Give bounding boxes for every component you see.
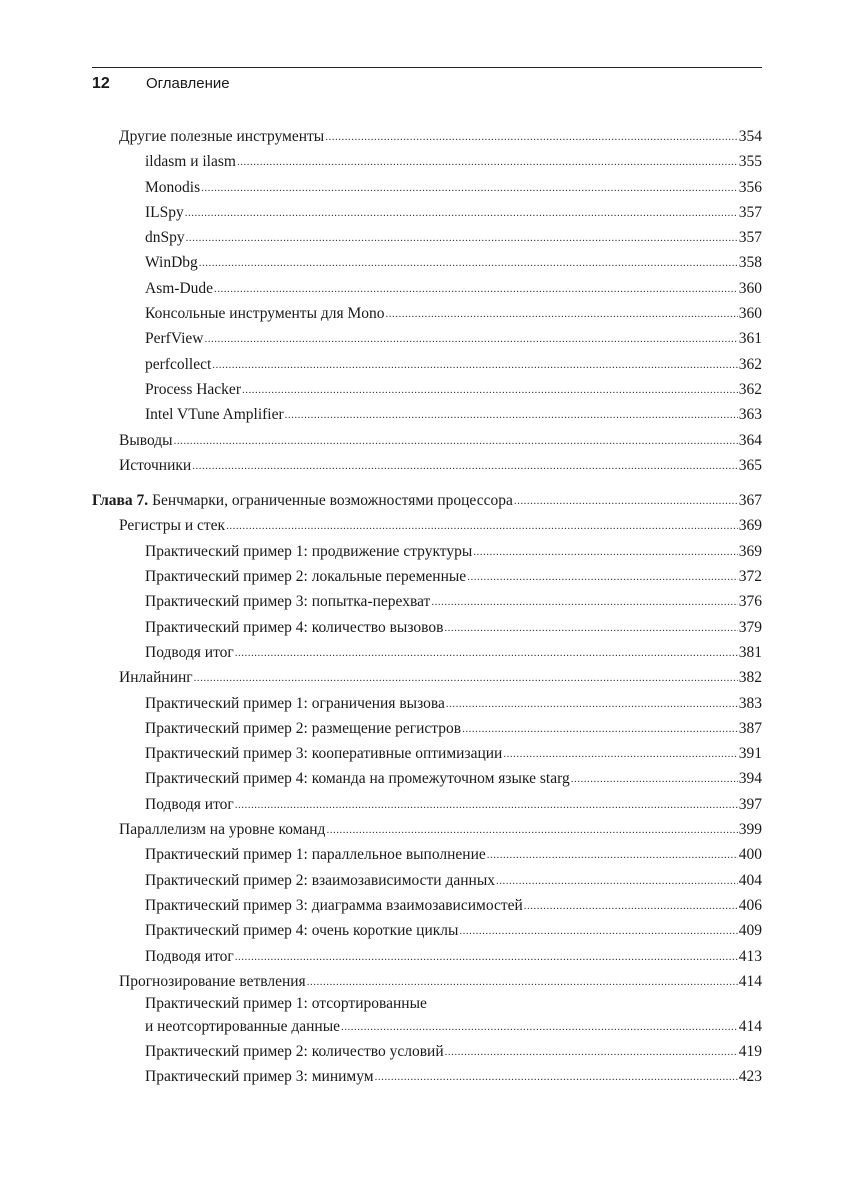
toc-entry-title: Process Hacker <box>145 380 241 398</box>
dot-leader <box>226 514 738 539</box>
toc-entry-title: Выводы <box>119 431 173 449</box>
toc-entry-title: Другие полезные инструменты <box>119 128 325 145</box>
toc-entry-page: 357 <box>738 203 762 221</box>
toc-entry-page: 361 <box>738 330 762 348</box>
toc-entry[interactable] <box>92 893 762 918</box>
dot-leader <box>467 565 738 590</box>
toc-entry[interactable] <box>92 691 762 716</box>
toc-entry[interactable] <box>92 539 762 564</box>
toc-entry[interactable] <box>92 250 762 275</box>
toc-entry[interactable] <box>92 589 762 614</box>
toc-entry-title: Intel VTune Amplifier <box>145 406 284 424</box>
toc-entry[interactable] <box>92 377 762 402</box>
toc-entry-page: 357 <box>738 229 762 247</box>
toc-entry-title: Практический пример 4: очень короткие циклы <box>145 922 459 940</box>
toc-entry[interactable] <box>92 615 762 640</box>
toc-entry-page: 364 <box>738 431 762 449</box>
toc-entry-title: Практический пример 3: диаграмма взаимозависимостей <box>145 896 523 914</box>
running-header <box>92 72 762 102</box>
toc-entry[interactable] <box>92 918 762 943</box>
toc-entry-title: Прогнозирование ветвления <box>119 972 306 990</box>
toc-entry-title <box>92 488 513 513</box>
dot-leader <box>174 429 738 454</box>
toc-entry[interactable] <box>92 326 762 351</box>
dot-leader <box>214 277 738 302</box>
dot-leader <box>496 869 738 894</box>
toc-entry-title: Практический пример 2: количество условий <box>145 1043 444 1061</box>
toc-entry[interactable] <box>92 301 762 326</box>
toc-entry-title: Практический пример 4: команда на промежуточном языке starg <box>145 770 570 788</box>
toc-entry[interactable] <box>92 868 762 893</box>
toc-entry[interactable] <box>92 766 762 791</box>
toc-entry[interactable] <box>92 741 762 766</box>
dot-leader <box>325 125 738 150</box>
table-of-contents <box>92 124 762 1090</box>
toc-entry[interactable] <box>92 665 762 690</box>
toc-entry-page: 360 <box>738 279 762 297</box>
toc-entry-page: 423 <box>738 1068 762 1086</box>
toc-entry[interactable] <box>92 402 762 427</box>
toc-entry-title: dnSpy <box>145 229 185 247</box>
toc-entry-page: 369 <box>738 542 762 560</box>
dot-leader <box>503 742 737 767</box>
toc-entry[interactable] <box>92 149 762 174</box>
toc-entry[interactable] <box>92 792 762 817</box>
toc-entry-page: 362 <box>738 380 762 398</box>
toc-entry-page: 376 <box>738 593 762 611</box>
toc-entry-title: Параллелизм на уровне команд <box>119 821 326 839</box>
dot-leader <box>185 201 738 226</box>
toc-entry[interactable] <box>92 994 762 1039</box>
toc-entry-title: Asm-Dude <box>145 279 214 297</box>
toc-entry-page: 406 <box>738 896 762 914</box>
toc-entry[interactable] <box>92 1064 762 1089</box>
toc-entry-page: 367 <box>738 492 762 510</box>
dot-leader <box>524 894 738 919</box>
toc-entry-title: Monodis <box>145 178 201 196</box>
toc-entry-page: 404 <box>738 871 762 889</box>
toc-entry-page: 369 <box>738 517 762 535</box>
toc-entry-title: PerfView <box>145 330 204 348</box>
toc-entry-page: 365 <box>738 456 762 474</box>
toc-entry-title: Практический пример 1: параллельное выполнение <box>145 846 486 864</box>
toc-entry[interactable] <box>92 944 762 969</box>
toc-entry-page: 372 <box>738 568 762 586</box>
toc-entry-page: 381 <box>738 643 762 661</box>
toc-entry[interactable] <box>92 513 762 538</box>
toc-entry-page: 400 <box>738 846 762 864</box>
toc-entry[interactable] <box>92 716 762 741</box>
toc-entry-page: 358 <box>738 254 762 272</box>
dot-leader <box>192 454 738 479</box>
dot-leader <box>431 590 737 615</box>
dot-leader <box>307 970 738 995</box>
toc-entry[interactable] <box>92 817 762 842</box>
dot-leader <box>285 403 738 428</box>
toc-entry-page: 356 <box>738 178 762 196</box>
dot-leader <box>446 692 738 717</box>
chapter-title: Бенчмарки, ограниченные возможностями процессора <box>152 492 513 510</box>
dot-leader <box>235 945 738 970</box>
toc-entry[interactable] <box>92 640 762 665</box>
toc-entry-title: Практический пример 2: взаимозависимости данных <box>145 871 495 889</box>
page-number: 12 <box>92 75 110 92</box>
toc-entry-page: 394 <box>738 770 762 788</box>
toc-entry-title: Регистры и стек <box>119 517 226 535</box>
toc-entry-page: 387 <box>738 719 762 737</box>
running-title: Оглавление <box>146 75 230 92</box>
dot-leader <box>212 353 737 378</box>
toc-entry-title: Практический пример 2: локальные переменные <box>145 568 467 586</box>
toc-entry-page: 419 <box>738 1043 762 1061</box>
dot-leader <box>487 843 738 868</box>
dot-leader <box>375 1065 738 1090</box>
toc-entry-title: ILSpy <box>145 203 184 221</box>
toc-entry-title: Практический пример 4: количество вызовов <box>145 618 444 636</box>
toc-entry[interactable] <box>92 564 762 589</box>
toc-entry[interactable] <box>92 1039 762 1064</box>
dot-leader <box>571 767 738 792</box>
toc-entry-page: 354 <box>738 128 762 145</box>
toc-entry[interactable] <box>92 842 762 867</box>
dot-leader <box>201 176 738 201</box>
toc-entry[interactable] <box>92 352 762 377</box>
toc-entry[interactable] <box>92 276 762 301</box>
toc-entry-page: 363 <box>738 406 762 424</box>
toc-entry-title: Практический пример 3: попытка-перехват <box>145 593 431 611</box>
dot-leader <box>235 641 738 666</box>
toc-chapter-entry[interactable] <box>92 488 762 513</box>
dot-leader <box>445 1040 738 1065</box>
dot-leader <box>326 818 737 843</box>
toc-entry-title: Практический пример 3: минимум <box>145 1068 374 1086</box>
dot-leader <box>462 717 738 742</box>
toc-entry-title: Практический пример 1: продвижение структуры <box>145 542 473 560</box>
toc-entry-title: perfcollect <box>145 355 212 373</box>
toc-entry-page: 391 <box>738 745 762 763</box>
dot-leader <box>235 793 738 818</box>
toc-entry-title: Практический пример 3: кооперативные оптимизации <box>145 745 503 763</box>
toc-entry[interactable] <box>92 124 762 149</box>
toc-entry-page: 382 <box>738 669 762 687</box>
toc-entry-title-continued: и неотсортированные данные <box>145 1018 340 1036</box>
dot-leader <box>186 226 738 251</box>
dot-leader <box>473 540 737 565</box>
toc-entry-page: 414 <box>738 1018 762 1036</box>
toc-entry-title: Практический пример 1: ограничения вызова <box>145 694 445 712</box>
header-rule <box>92 67 762 68</box>
toc-entry-title: WinDbg <box>145 254 198 272</box>
toc-entry-title: Подводя итог <box>145 947 234 965</box>
dot-leader <box>386 302 738 327</box>
chapter-label: Глава 7. <box>92 492 149 510</box>
toc-entry-page: 362 <box>738 355 762 373</box>
toc-entry[interactable] <box>92 969 762 994</box>
toc-entry-page: 399 <box>738 821 762 839</box>
toc-entry[interactable] <box>92 200 762 225</box>
toc-entry[interactable] <box>92 175 762 200</box>
dot-leader <box>514 489 738 514</box>
toc-entry-title: ildasm и ilasm <box>145 153 236 171</box>
dot-leader <box>199 251 738 276</box>
dot-leader <box>242 378 738 403</box>
toc-entry-page: 383 <box>738 694 762 712</box>
dot-leader <box>237 150 738 175</box>
toc-entry-title: Практический пример 1: отсортированные <box>145 995 427 1013</box>
toc-entry-title: Практический пример 2: размещение регистров <box>145 719 462 737</box>
dot-leader <box>194 666 738 691</box>
toc-entry-page: 360 <box>738 305 762 323</box>
toc-entry-page: 413 <box>738 947 762 965</box>
toc-entry-title: Подводя итог <box>145 643 234 661</box>
dot-leader <box>459 919 737 944</box>
toc-entry[interactable] <box>92 225 762 250</box>
toc-entry-title: Инлайнинг <box>119 669 193 687</box>
toc-entry[interactable] <box>92 453 762 478</box>
toc-entry-title: Подводя итог <box>145 795 234 813</box>
toc-entry-page: 397 <box>738 795 762 813</box>
toc-entry-title: Консольные инструменты для Mono <box>145 305 385 323</box>
toc-entry-page: 355 <box>738 153 762 171</box>
dot-leader <box>204 327 737 352</box>
toc-entry-page: 414 <box>738 972 762 990</box>
toc-entry-page: 409 <box>738 922 762 940</box>
dot-leader <box>444 616 737 641</box>
toc-entry-title: Источники <box>119 456 192 474</box>
dot-leader <box>341 1015 738 1040</box>
toc-entry[interactable] <box>92 428 762 453</box>
toc-entry-page: 379 <box>738 618 762 636</box>
